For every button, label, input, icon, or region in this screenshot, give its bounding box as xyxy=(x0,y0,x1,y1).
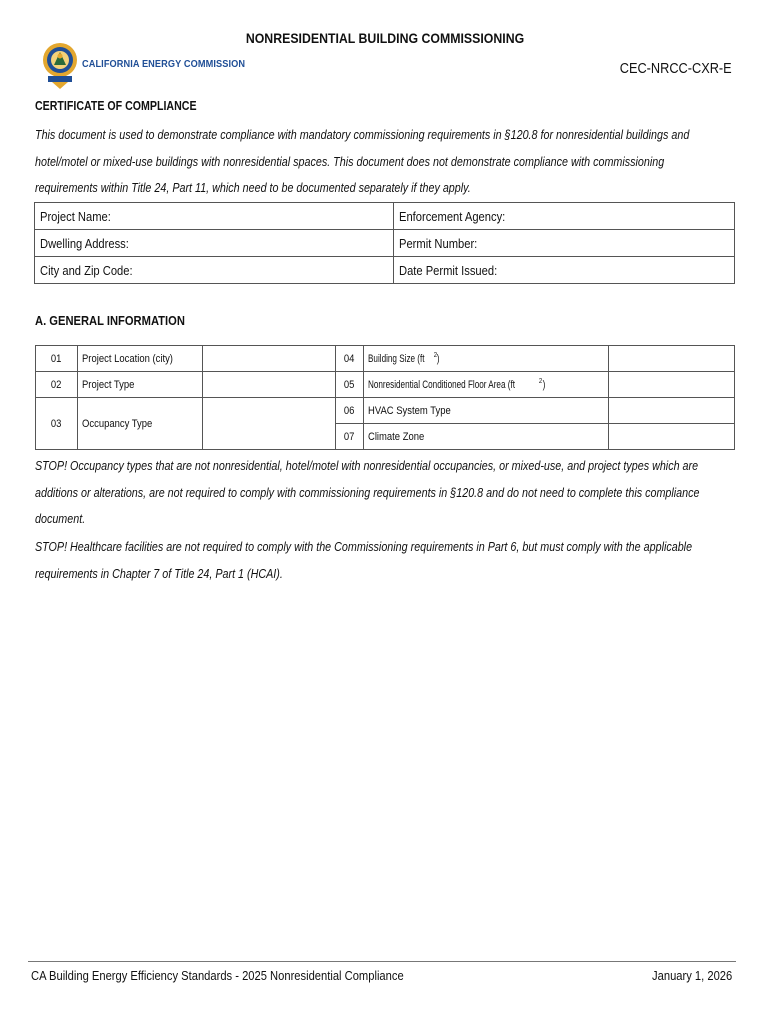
row-number: 01 xyxy=(36,346,78,372)
row-number: 05 xyxy=(336,372,364,398)
field-label: Project Type xyxy=(78,372,203,398)
enforcement-agency-field[interactable]: Enforcement Agency: xyxy=(394,203,735,230)
general-information-table xyxy=(35,345,735,450)
project-type-input[interactable] xyxy=(203,372,336,398)
row-number: 06 xyxy=(336,398,364,424)
table-row xyxy=(36,398,735,424)
date-permit-issued-field[interactable]: Date Permit Issued: xyxy=(394,257,735,284)
field-label: Occupancy Type xyxy=(78,398,203,450)
section-a-heading: A. GENERAL INFORMATION xyxy=(35,313,185,328)
field-label: HVAC System Type xyxy=(364,398,609,424)
table-row xyxy=(36,346,735,372)
cec-logo xyxy=(40,38,246,94)
footer-divider xyxy=(28,961,736,962)
project-info-table xyxy=(34,202,735,284)
hvac-system-type-input[interactable] xyxy=(609,398,735,424)
row-number: 07 xyxy=(336,424,364,450)
field-label: Project Location (city) xyxy=(78,346,203,372)
project-name-field[interactable]: Project Name: xyxy=(35,203,394,230)
occupancy-type-input[interactable] xyxy=(203,398,336,450)
dwelling-address-field[interactable]: Dwelling Address: xyxy=(35,230,394,257)
certificate-heading: CERTIFICATE OF COMPLIANCE xyxy=(35,99,197,113)
city-zip-field[interactable]: City and Zip Code: xyxy=(35,257,394,284)
stop-note-occupancy: STOP! Occupancy types that are not nonresidential, hotel/motel with nonresidential occupancies, or mixed-use, and project types which are additions or alterations, are not required to comply with commissioning requirements in §120.8 and do not need to complete this compliance document. xyxy=(35,459,700,526)
field-label: Building Size (ft $^2$) xyxy=(364,346,609,372)
agency-name: CALIFORNIA ENERGY COMMISSION xyxy=(82,59,246,70)
floor-area-input[interactable] xyxy=(609,372,735,398)
permit-number-field[interactable]: Permit Number: xyxy=(394,230,735,257)
building-size-input[interactable] xyxy=(609,346,735,372)
climate-zone-input[interactable] xyxy=(609,424,735,450)
row-number: 03 xyxy=(36,398,78,450)
footer-standards: CA Building Energy Efficiency Standards - 2025 Nonresidential Compliance xyxy=(31,968,404,983)
form-code: CEC-NRCC-CXR-E xyxy=(620,60,732,77)
intro-paragraph: This document is used to demonstrate compliance with mandatory commissioning requirements in §120.8 for nonresidential buildings and hotel/motel or mixed-use buildings with nonresidential spaces. This document does not demonstrate compliance with commissioning requirements within Title 24, Part 11, which need to be documented separately if they apply. xyxy=(35,128,690,195)
row-number: 02 xyxy=(36,372,78,398)
table-row xyxy=(36,372,735,398)
field-label: Climate Zone xyxy=(364,424,609,450)
project-location-input[interactable] xyxy=(203,346,336,372)
stop-note-healthcare: STOP! Healthcare facilities are not required to comply with the Commissioning requirements in Part 6, but must comply with the applicable requirements in Chapter 7 of Title 24, Part 1 (HCAI). xyxy=(35,540,693,581)
cec-seal-icon xyxy=(40,38,80,90)
field-label: Nonresidential Conditioned Floor Area (ft $^2$) xyxy=(364,372,609,398)
row-number: 04 xyxy=(336,346,364,372)
document-title: NONRESIDENTIAL BUILDING COMMISSIONING xyxy=(245,30,525,46)
footer-date: January 1, 2026 xyxy=(651,968,732,983)
